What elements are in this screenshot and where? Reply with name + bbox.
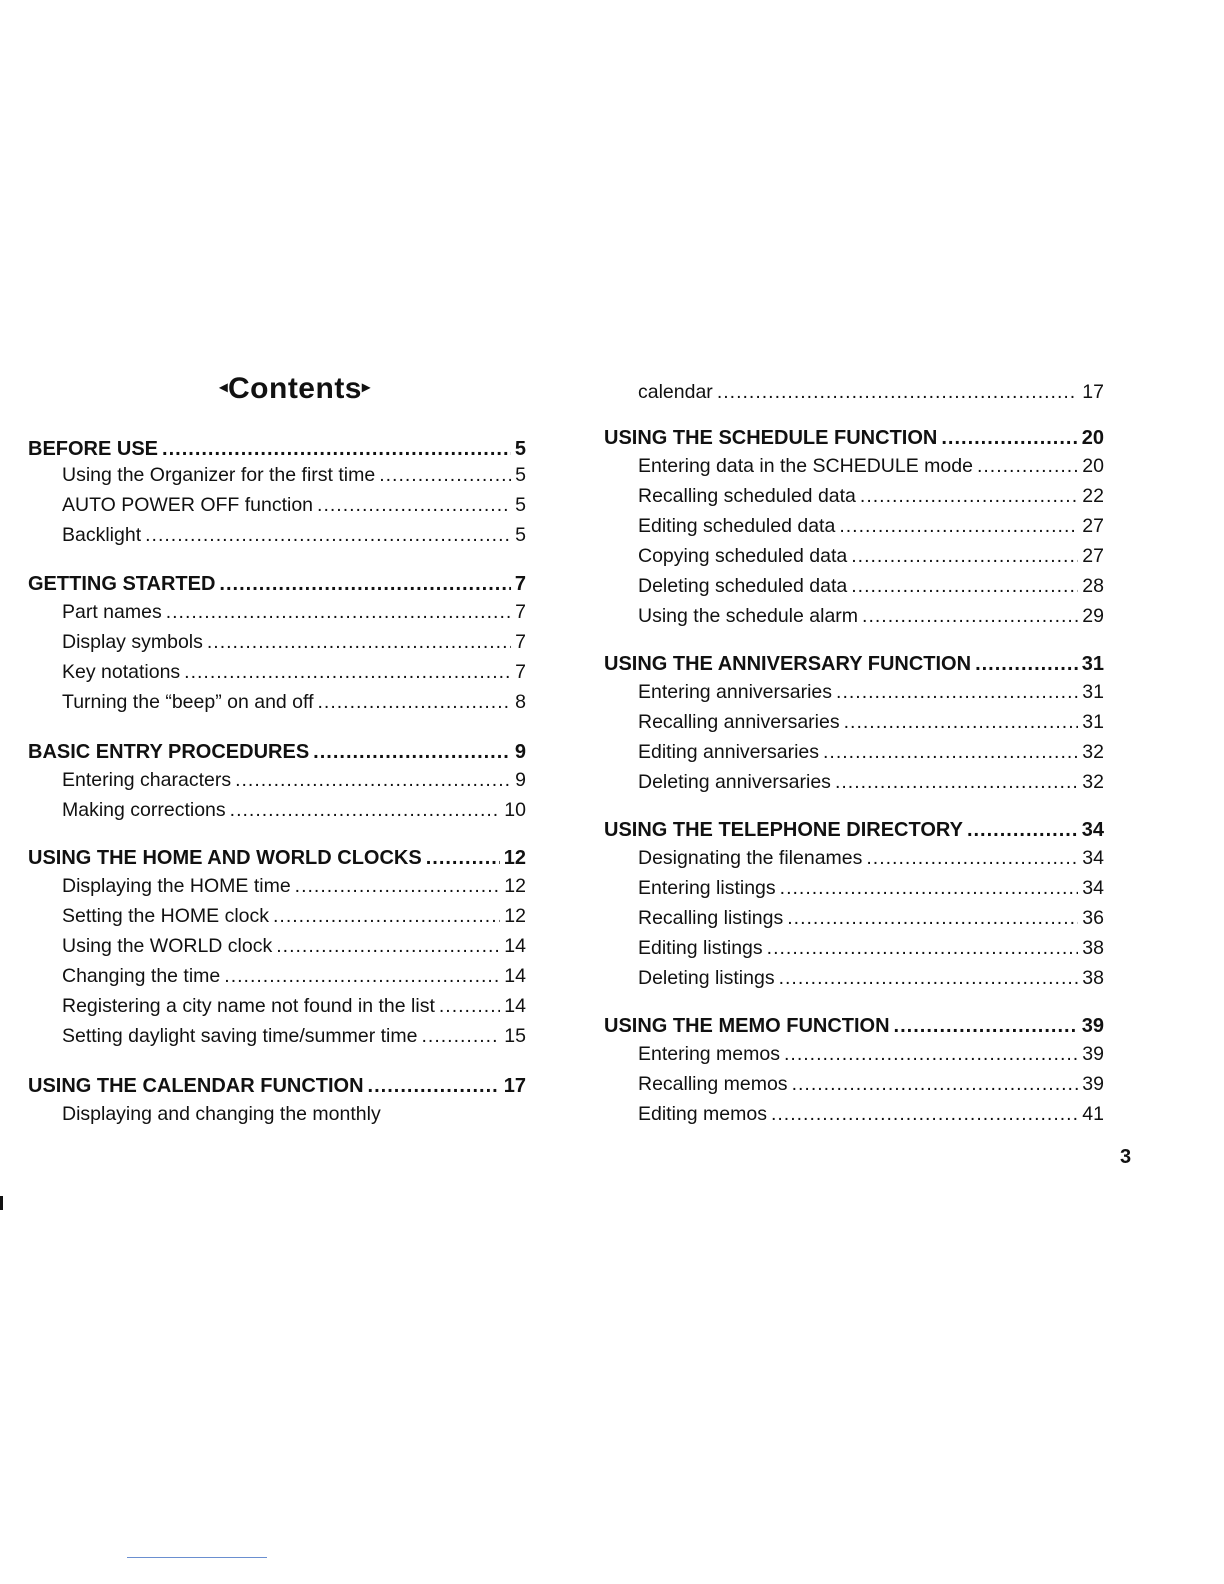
toc-page-number: 5 bbox=[514, 438, 526, 460]
toc-page-number: 34 bbox=[1082, 877, 1104, 899]
toc-page-number: 28 bbox=[1082, 575, 1104, 597]
toc-entry-label: Recalling listings bbox=[638, 907, 784, 929]
toc-leader-dots bbox=[835, 770, 1078, 794]
toc-page-number: 39 bbox=[1081, 1015, 1104, 1037]
toc-leader-dots bbox=[426, 846, 500, 870]
toc-page-number: 7 bbox=[514, 573, 526, 595]
toc-entry-row bbox=[638, 770, 1104, 796]
toc-entry-label: calendar bbox=[638, 381, 713, 403]
margin-mark bbox=[0, 1196, 3, 1210]
toc-entry-row bbox=[638, 514, 1104, 540]
toc-section-label: USING THE CALENDAR FUNCTION bbox=[28, 1075, 364, 1097]
toc-page-number: 31 bbox=[1082, 711, 1104, 733]
toc-page-number: 14 bbox=[504, 965, 526, 987]
toc-entry-row bbox=[638, 710, 1104, 736]
toc-page-number: 12 bbox=[504, 905, 526, 927]
toc-entry-row bbox=[62, 994, 526, 1020]
toc-page-number: 5 bbox=[515, 464, 526, 486]
toc-leader-dots bbox=[977, 454, 1078, 478]
toc-entry-row bbox=[638, 906, 1104, 932]
toc-entry-row bbox=[62, 964, 526, 990]
toc-entry-row bbox=[638, 380, 1104, 406]
toc-section-label: USING THE MEMO FUNCTION bbox=[604, 1015, 890, 1037]
toc-section-label: USING THE ANNIVERSARY FUNCTION bbox=[604, 653, 972, 675]
toc-leader-dots bbox=[317, 493, 511, 517]
toc-page-number: 31 bbox=[1081, 653, 1104, 675]
toc-leader-dots bbox=[439, 994, 500, 1018]
toc-entry-label: Editing anniversaries bbox=[638, 741, 820, 763]
toc-entry-label: Recalling scheduled data bbox=[638, 485, 856, 507]
toc-leader-dots bbox=[767, 936, 1079, 960]
toc-leader-dots bbox=[771, 1102, 1078, 1126]
toc-entry-label: Recalling memos bbox=[638, 1073, 788, 1095]
toc-leader-dots bbox=[787, 906, 1078, 930]
toc-entry-label: Key notations bbox=[62, 661, 181, 683]
toc-page-number: 12 bbox=[504, 875, 526, 897]
toc-leader-dots bbox=[975, 652, 1078, 676]
toc-leader-dots bbox=[184, 660, 511, 684]
toc-leader-dots bbox=[166, 600, 511, 624]
toc-page-number: 22 bbox=[1082, 485, 1104, 507]
toc-entry-row bbox=[62, 934, 526, 960]
toc-entry-label: Display symbols bbox=[62, 631, 203, 653]
toc-entry-label: AUTO POWER OFF function bbox=[62, 494, 314, 516]
toc-page-number: 39 bbox=[1082, 1043, 1104, 1065]
toc-page-number: 17 bbox=[1082, 381, 1104, 403]
toc-page-number: 14 bbox=[504, 935, 526, 957]
toc-page-number: 5 bbox=[515, 524, 526, 546]
toc-section-row bbox=[604, 652, 1104, 678]
toc-entry-label: Setting the HOME clock bbox=[62, 905, 269, 927]
toc-entry-row bbox=[62, 904, 526, 930]
toc-entry-row bbox=[638, 876, 1104, 902]
toc-entry-row bbox=[638, 454, 1104, 480]
toc-entry-label: Entering listings bbox=[638, 877, 776, 899]
toc-entry-label: Deleting scheduled data bbox=[638, 575, 848, 597]
toc-section-label: BASIC ENTRY PROCEDURES bbox=[28, 741, 310, 763]
toc-section-row bbox=[604, 1014, 1104, 1040]
toc-page-number: 27 bbox=[1082, 545, 1104, 567]
toc-entry-label: Deleting listings bbox=[638, 967, 775, 989]
toc-leader-dots bbox=[823, 740, 1078, 764]
toc-page-number: 9 bbox=[515, 769, 526, 791]
toc-entry-row bbox=[638, 680, 1104, 706]
toc-page-number: 39 bbox=[1082, 1073, 1104, 1095]
toc-section-label: USING THE HOME AND WORLD CLOCKS bbox=[28, 847, 422, 869]
toc-entry-row bbox=[638, 740, 1104, 766]
toc-leader-dots bbox=[967, 818, 1078, 842]
toc-leader-dots bbox=[313, 740, 511, 764]
toc-entry-label: Displaying and changing the monthly bbox=[62, 1103, 381, 1125]
toc-entry-row bbox=[62, 600, 526, 626]
toc-page-number: 32 bbox=[1082, 741, 1104, 763]
toc-leader-dots bbox=[207, 630, 511, 654]
toc-leader-dots bbox=[851, 544, 1078, 568]
toc-entry-label: Setting daylight saving time/summer time bbox=[62, 1025, 418, 1047]
toc-leader-dots bbox=[779, 966, 1079, 990]
toc-page-number: 15 bbox=[504, 1025, 526, 1047]
toc-entry-row bbox=[62, 1024, 526, 1050]
toc-entry-row bbox=[62, 463, 526, 489]
toc-entry-row bbox=[638, 544, 1104, 570]
toc-entry-label: Changing the time bbox=[62, 965, 221, 987]
toc-leader-dots bbox=[235, 768, 511, 792]
toc-page-number: 14 bbox=[504, 995, 526, 1017]
toc-page-number: 29 bbox=[1082, 605, 1104, 627]
toc-entry-label: Displaying the HOME time bbox=[62, 875, 291, 897]
toc-page-number: 20 bbox=[1081, 427, 1104, 449]
toc-leader-dots bbox=[224, 964, 500, 988]
toc-entry-label: Editing memos bbox=[638, 1103, 767, 1125]
toc-entry-row bbox=[638, 936, 1104, 962]
page-title-text: Contents bbox=[228, 372, 362, 405]
toc-page-number: 7 bbox=[515, 661, 526, 683]
toc-page-number: 10 bbox=[504, 799, 526, 821]
toc-section-label: USING THE TELEPHONE DIRECTORY bbox=[604, 819, 963, 841]
toc-page-number: 34 bbox=[1082, 847, 1104, 869]
toc-page-number: 34 bbox=[1081, 819, 1104, 841]
toc-entry-row bbox=[62, 690, 526, 716]
toc-section-label: USING THE SCHEDULE FUNCTION bbox=[604, 427, 938, 449]
toc-leader-dots bbox=[866, 846, 1078, 870]
toc-section-row bbox=[604, 818, 1104, 844]
toc-entry-row bbox=[638, 574, 1104, 600]
toc-page-number: 27 bbox=[1082, 515, 1104, 537]
toc-page-number: 5 bbox=[515, 494, 526, 516]
title-left-ornament-icon: ◂ bbox=[219, 379, 228, 397]
toc-entry-label: Copying scheduled data bbox=[638, 545, 848, 567]
toc-section-row bbox=[28, 846, 526, 872]
toc-entry-row bbox=[62, 493, 526, 519]
toc-entry-label: Using the WORLD clock bbox=[62, 935, 273, 957]
toc-entry-label: Deleting anniversaries bbox=[638, 771, 831, 793]
toc-leader-dots bbox=[379, 463, 511, 487]
toc-entry-row bbox=[62, 874, 526, 900]
toc-entry-row bbox=[638, 966, 1104, 992]
toc-section-row bbox=[28, 437, 526, 463]
toc-page-number: 38 bbox=[1082, 967, 1104, 989]
toc-entry-label: Part names bbox=[62, 601, 162, 623]
toc-entry-label: Turning the “beep” on and off bbox=[62, 691, 314, 713]
toc-page-number: 17 bbox=[503, 1075, 526, 1097]
toc-page-number: 32 bbox=[1082, 771, 1104, 793]
toc-leader-dots bbox=[368, 1074, 500, 1098]
toc-entry-label: Entering characters bbox=[62, 769, 232, 791]
toc-leader-dots bbox=[295, 874, 501, 898]
toc-entry-row bbox=[638, 846, 1104, 872]
toc-entry-row bbox=[62, 1102, 526, 1128]
toc-entry-row bbox=[62, 523, 526, 549]
toc-entry-label: Using the schedule alarm bbox=[638, 605, 859, 627]
toc-entry-label: Using the Organizer for the first time bbox=[62, 464, 376, 486]
toc-entry-label: Designating the filenames bbox=[638, 847, 863, 869]
toc-page-number: 36 bbox=[1082, 907, 1104, 929]
toc-page-number: 38 bbox=[1082, 937, 1104, 959]
toc-entry-row bbox=[638, 604, 1104, 630]
toc-entry-label: Editing listings bbox=[638, 937, 763, 959]
toc-leader-dots bbox=[276, 934, 500, 958]
toc-leader-dots bbox=[780, 876, 1079, 900]
toc-entry-row bbox=[638, 484, 1104, 510]
toc-leader-dots bbox=[421, 1024, 500, 1048]
toc-leader-dots bbox=[219, 572, 510, 596]
toc-leader-dots bbox=[862, 604, 1078, 628]
toc-leader-dots bbox=[717, 380, 1078, 404]
toc-entry-label: Entering data in the SCHEDULE mode bbox=[638, 455, 973, 477]
toc-leader-dots bbox=[145, 523, 511, 547]
toc-page-number: 41 bbox=[1082, 1103, 1104, 1125]
toc-leader-dots bbox=[318, 690, 512, 714]
toc-entry-row bbox=[62, 798, 526, 824]
toc-section-label: GETTING STARTED bbox=[28, 573, 216, 595]
toc-entry-row bbox=[62, 630, 526, 656]
toc-page-number: 31 bbox=[1082, 681, 1104, 703]
toc-entry-label: Backlight bbox=[62, 524, 142, 546]
toc-page-number: 12 bbox=[503, 847, 526, 869]
toc-section-row bbox=[604, 426, 1104, 452]
toc-leader-dots bbox=[839, 514, 1078, 538]
toc-leader-dots bbox=[894, 1014, 1078, 1038]
toc-leader-dots bbox=[792, 1072, 1079, 1096]
toc-leader-dots bbox=[162, 437, 511, 461]
toc-page-number: 7 bbox=[515, 601, 526, 623]
toc-entry-row bbox=[62, 768, 526, 794]
toc-leader-dots bbox=[844, 710, 1079, 734]
toc-leader-dots bbox=[941, 426, 1077, 450]
toc-entry-row bbox=[638, 1042, 1104, 1068]
toc-leader-dots bbox=[851, 574, 1078, 598]
toc-leader-dots bbox=[230, 798, 501, 822]
toc-leader-dots bbox=[273, 904, 500, 928]
toc-leader-dots bbox=[784, 1042, 1078, 1066]
toc-page-number: 9 bbox=[514, 741, 526, 763]
toc-page-number: 7 bbox=[515, 631, 526, 653]
toc-entry-row bbox=[62, 660, 526, 686]
title-right-ornament-icon: ▸ bbox=[362, 379, 371, 397]
page-title bbox=[200, 372, 390, 406]
toc-entry-label: Recalling anniversaries bbox=[638, 711, 840, 733]
toc-leader-dots bbox=[836, 680, 1078, 704]
toc-section-row bbox=[28, 572, 526, 598]
toc-section-row bbox=[28, 740, 526, 766]
bottom-rule bbox=[127, 1557, 267, 1558]
toc-entry-row bbox=[638, 1072, 1104, 1098]
toc-entry-label: Registering a city name not found in the list bbox=[62, 995, 435, 1017]
toc-entry-row bbox=[638, 1102, 1104, 1128]
toc-entry-label: Entering anniversaries bbox=[638, 681, 833, 703]
page-number: 3 bbox=[1120, 1146, 1132, 1168]
toc-section-row bbox=[28, 1074, 526, 1100]
toc-page-number: 20 bbox=[1082, 455, 1104, 477]
toc-section-label: BEFORE USE bbox=[28, 438, 159, 460]
toc-entry-label: Editing scheduled data bbox=[638, 515, 836, 537]
toc-entry-label: Making corrections bbox=[62, 799, 226, 821]
toc-entry-label: Entering memos bbox=[638, 1043, 780, 1065]
toc-leader-dots bbox=[860, 484, 1078, 508]
toc-page-number: 8 bbox=[515, 691, 526, 713]
